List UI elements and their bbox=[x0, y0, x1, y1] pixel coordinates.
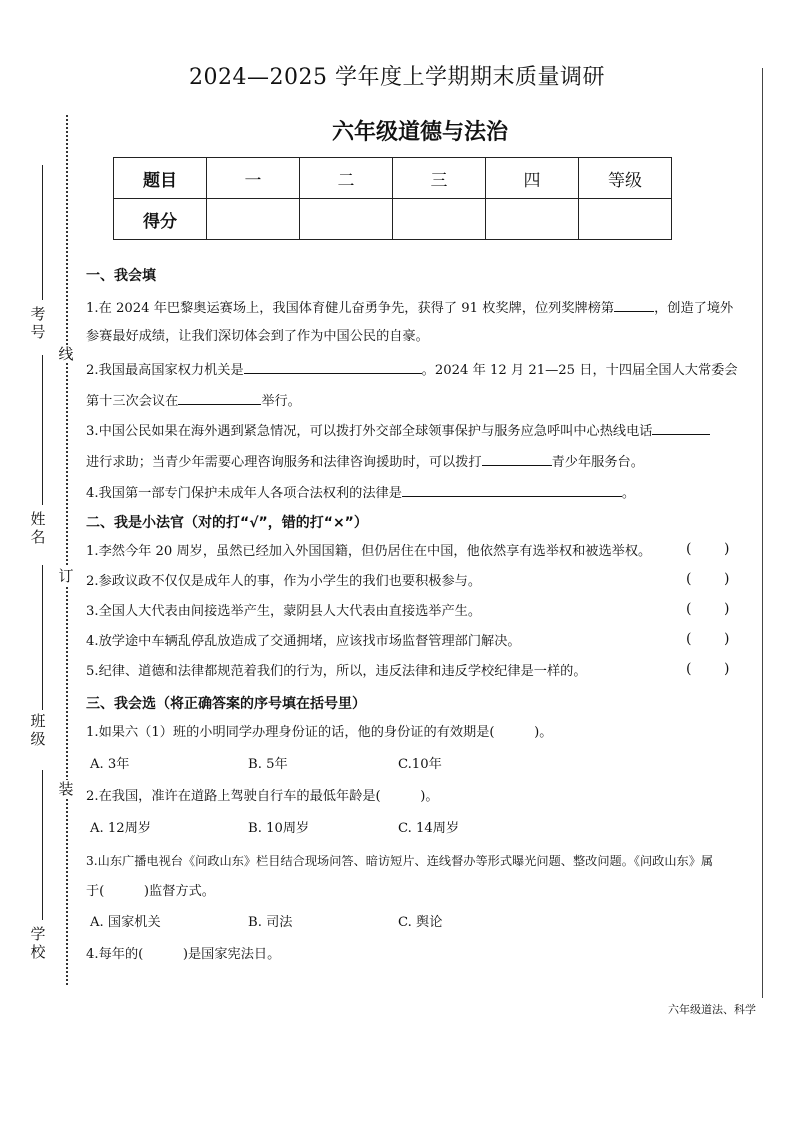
xuexiao-label: 学校 bbox=[30, 925, 46, 961]
question-1-1 bbox=[86, 297, 733, 318]
judge-item-2: 2.参政议政不仅仅是成年人的事，作为小学生的我们也要积极参与。 bbox=[86, 574, 482, 589]
kaohao-label: 考号 bbox=[30, 305, 46, 341]
question-text: 1.在 2024 年巴黎奥运赛场上，我国体育健儿奋勇争先，获得了 91 枚奖牌，位列奖牌榜第 bbox=[86, 301, 615, 316]
option-b[interactable]: B. 司法 bbox=[248, 915, 293, 930]
answer-parens[interactable] bbox=[686, 541, 762, 557]
answer-blank[interactable] bbox=[244, 359, 422, 374]
banji-line[interactable] bbox=[42, 565, 43, 710]
choice-question-1: 1.如果六（1）班的小明同学办理身份证的话，他的身份证的有效期是( )。 bbox=[86, 725, 553, 740]
question-text: 。 bbox=[621, 486, 636, 501]
question-1-3 bbox=[86, 420, 710, 441]
binding-dotted-line bbox=[66, 115, 68, 985]
score-cell[interactable] bbox=[393, 199, 486, 240]
binding-ding: 订 bbox=[58, 567, 74, 585]
answer-parens[interactable] bbox=[686, 661, 762, 677]
answer-parens[interactable] bbox=[686, 571, 762, 587]
paren-close: ) bbox=[724, 631, 730, 647]
option-c[interactable]: C. 14周岁 bbox=[398, 821, 460, 836]
question-1-2 bbox=[86, 359, 738, 380]
question-text: 2.我国最高国家权力机关是 bbox=[86, 363, 244, 378]
section3-heading: 三、我会选（将正确答案的序号填在括号里） bbox=[86, 696, 366, 712]
table-cell: 题目 bbox=[114, 158, 207, 199]
option-b[interactable]: B. 10周岁 bbox=[248, 821, 310, 836]
judge-item-3: 3.全国人大代表由间接选举产生，蒙阴县人大代表由直接选举产生。 bbox=[86, 604, 482, 619]
judge-item-5: 5.纪律、道德和法律都规范着我们的行为，所以，违反法律和违反学校纪律是一样的。 bbox=[86, 664, 587, 679]
question-text: ，创造了境外 bbox=[654, 301, 734, 316]
answer-parens[interactable] bbox=[686, 601, 762, 617]
option-a[interactable]: A. 国家机关 bbox=[90, 915, 161, 930]
choice-question-4: 4.每年的( )是国家宪法日。 bbox=[86, 947, 281, 962]
binding-zhuang: 装 bbox=[58, 780, 74, 798]
option-a[interactable]: A. 3年 bbox=[90, 757, 130, 772]
score-cell[interactable] bbox=[486, 199, 579, 240]
paren-open: ( bbox=[686, 631, 692, 647]
exam-title: 2024—2025 学年度上学期期末质量调研 bbox=[189, 65, 605, 90]
score-cell[interactable] bbox=[300, 199, 393, 240]
question-text: 第十三次会议在 bbox=[86, 394, 179, 409]
banji-label: 班级 bbox=[30, 712, 46, 748]
answer-blank[interactable] bbox=[178, 390, 261, 405]
table-cell: 二 bbox=[300, 158, 393, 199]
page-edge-line bbox=[762, 68, 763, 998]
judge-item-1: 1.李然今年 20 周岁，虽然已经加入外国国籍，但仍居住在中国，他依然享有选举权和被选举权。 bbox=[86, 544, 652, 559]
paren-close: ) bbox=[724, 601, 730, 617]
paren-open: ( bbox=[686, 541, 692, 557]
binding-xian: 线 bbox=[58, 345, 74, 363]
paren-close: ) bbox=[724, 661, 730, 677]
paren-open: ( bbox=[686, 661, 692, 677]
score-cell[interactable] bbox=[207, 199, 300, 240]
question-text: 4.我国第一部专门保护未成年人各项合法权利的法律是 bbox=[86, 486, 402, 501]
paren-open: ( bbox=[686, 601, 692, 617]
option-a[interactable]: A. 12周岁 bbox=[90, 821, 152, 836]
option-c[interactable]: C. 舆论 bbox=[398, 915, 443, 930]
kaohao-line[interactable] bbox=[42, 165, 43, 300]
question-1-3-cont bbox=[86, 451, 644, 472]
answer-blank[interactable] bbox=[482, 451, 552, 466]
answer-parens[interactable] bbox=[686, 631, 762, 647]
page-footer: 六年级道法、科学 bbox=[668, 1003, 756, 1016]
answer-blank[interactable] bbox=[652, 420, 710, 435]
xingming-label: 姓名 bbox=[30, 510, 46, 546]
question-1-2-cont bbox=[86, 390, 301, 411]
question-text: 青少年服务台。 bbox=[551, 455, 644, 470]
section1-heading: 一、我会填 bbox=[86, 268, 156, 284]
table-cell: 等级 bbox=[579, 158, 672, 199]
question-1-4 bbox=[86, 482, 635, 503]
score-table-header-row bbox=[114, 158, 672, 199]
score-table bbox=[113, 157, 672, 240]
judge-item-4: 4.放学途中车辆乱停乱放造成了交通拥堵，应该找市场监督管理部门解决。 bbox=[86, 634, 521, 649]
answer-blank[interactable] bbox=[402, 482, 622, 497]
xuexiao-line[interactable] bbox=[42, 770, 43, 920]
subject-title: 六年级道德与法治 bbox=[331, 119, 508, 145]
option-b[interactable]: B. 5年 bbox=[248, 757, 288, 772]
score-cell[interactable] bbox=[579, 199, 672, 240]
question-text: 3.中国公民如果在海外遇到紧急情况，可以拨打外交部全球领事保护与服务应急呼叫中心热线电话 bbox=[86, 424, 653, 439]
table-cell: 三 bbox=[393, 158, 486, 199]
choice-question-3-cont: 于( )监督方式。 bbox=[86, 884, 215, 899]
table-cell: 一 bbox=[207, 158, 300, 199]
table-cell: 得分 bbox=[114, 199, 207, 240]
paren-close: ) bbox=[724, 571, 730, 587]
question-text: 进行求助；当青少年需要心理咨询服务和法律咨询援助时，可以拨打 bbox=[86, 455, 482, 470]
paren-open: ( bbox=[686, 571, 692, 587]
option-c[interactable]: C.10年 bbox=[398, 757, 442, 772]
section2-heading: 二、我是小法官（对的打“√”，错的打“×”） bbox=[86, 515, 368, 531]
question-text: 举行。 bbox=[261, 394, 301, 409]
choice-question-2: 2.在我国，准许在道路上驾驶自行车的最低年龄是( )。 bbox=[86, 789, 439, 804]
answer-blank[interactable] bbox=[614, 297, 654, 312]
question-text: 。2024 年 12 月 21—25 日，十四届全国人大常委会 bbox=[421, 363, 738, 378]
question-1-1-cont: 参赛最好成绩，让我们深切体会到了作为中国公民的自豪。 bbox=[86, 329, 429, 344]
score-table-score-row bbox=[114, 199, 672, 240]
paren-close: ) bbox=[724, 541, 730, 557]
xingming-line[interactable] bbox=[42, 355, 43, 505]
table-cell: 四 bbox=[486, 158, 579, 199]
choice-question-3: 3.山东广播电视台《问政山东》栏目结合现场问答、暗访短片、连线督办等形式曝光问题、整改问题。《问政山东》属 bbox=[86, 854, 714, 868]
